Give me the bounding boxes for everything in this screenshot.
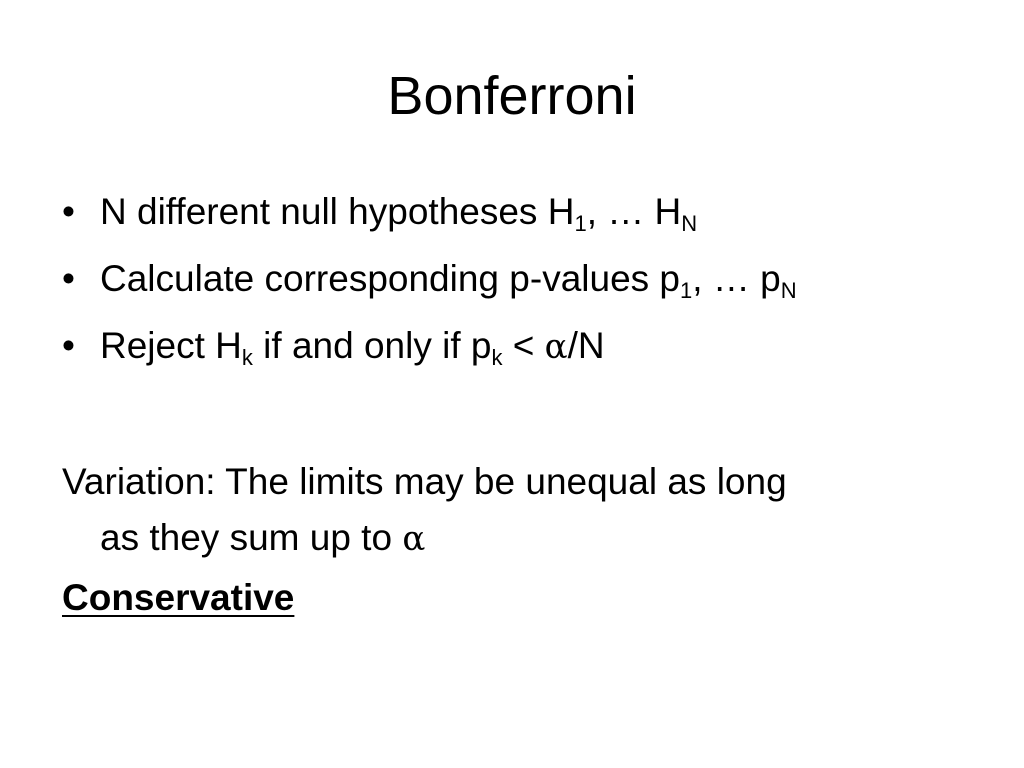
bullet-text: Calculate corresponding p-values p [100, 258, 681, 299]
variation-text: as they sum up to [100, 517, 403, 558]
bullet-p-values [62, 257, 797, 301]
subscript: 1 [574, 211, 587, 236]
bullet-null-hypotheses [62, 190, 797, 234]
bullet-text: if and only if p [252, 325, 492, 366]
subscript: 1 [680, 278, 693, 303]
variation-line-2 [62, 510, 962, 567]
bullet-text: /N [567, 325, 605, 366]
bullet-text: Reject H [100, 325, 242, 366]
alpha-symbol: α [544, 327, 568, 367]
bullet-marker: • [62, 191, 75, 232]
bullet-text: N different null hypotheses H [100, 191, 575, 232]
bullet-text: < [502, 325, 545, 366]
subscript: N [681, 211, 698, 236]
alpha-symbol: α [402, 519, 426, 559]
bullet-text: , … H [586, 191, 682, 232]
slide-title: Bonferroni [387, 66, 637, 126]
conclusion-heading: Conservative [62, 577, 295, 618]
variation-paragraph [62, 454, 962, 567]
subscript: k [241, 345, 253, 370]
bullet-text: , … p [692, 258, 781, 299]
subscript: k [491, 345, 503, 370]
bullet-list [62, 190, 797, 392]
bullet-marker: • [62, 258, 75, 299]
bullet-reject-rule [62, 324, 797, 369]
subscript: N [780, 278, 797, 303]
variation-line-1: Variation: The limits may be unequal as long [62, 461, 787, 502]
bullet-marker: • [62, 325, 75, 366]
